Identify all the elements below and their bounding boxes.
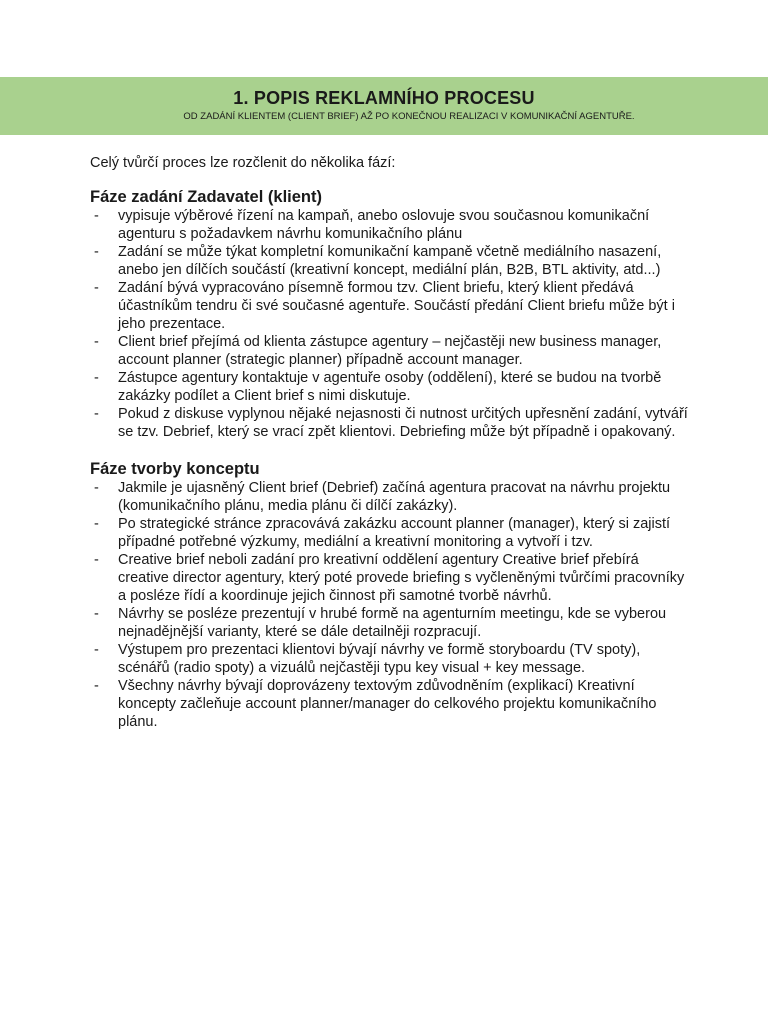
list-item-text: vypisuje výběrové řízení na kampaň, anebo oslovuje svou současnou komunikační agenturu s požadavkem návrhu komunikačního plánu <box>118 208 650 242</box>
dash-marker: - <box>94 642 99 658</box>
page-title: 1. POPIS REKLAMNÍHO PROCESU <box>233 88 535 108</box>
dash-marker: - <box>94 516 99 532</box>
dash-marker: - <box>94 678 99 694</box>
list-item-text: Jakmile je ujasněný Client brief (Debrief) začíná agentura pracovat na návrhu projektu (komunikačního plánu, media plánu či dílčí zakázky). <box>118 480 671 514</box>
dash-marker: - <box>94 552 99 568</box>
list-item <box>90 243 690 279</box>
list-item-text: Pokud z diskuse vyplynou nějaké nejasnosti či nutnost určitých upřesnění zadání, vytváří se tzv. Debrief, který se vrací zpět klientovi. Debriefing může být případně i opakovaný. <box>118 406 688 440</box>
header-band <box>0 77 768 135</box>
section-heading-zadani: Fáze zadání Zadavatel (klient) <box>90 188 322 206</box>
intro-paragraph: Celý tvůrčí proces lze rozčlenit do několika fází: <box>90 155 396 171</box>
list-item <box>90 333 690 369</box>
list-item <box>90 515 690 551</box>
list-item <box>90 369 690 405</box>
section-heading-koncept: Fáze tvorby konceptu <box>90 460 260 478</box>
dash-marker: - <box>94 208 99 224</box>
list-item <box>90 677 690 731</box>
section-list-koncept <box>90 479 690 731</box>
list-item <box>90 605 690 641</box>
list-item-text: Zástupce agentury kontaktuje v agentuře osoby (oddělení), které se budou na tvorbě zakázky podílet a Client brief s nimi diskutuje. <box>118 370 662 404</box>
list-item <box>90 551 690 605</box>
list-item-text: Client brief přejímá od klienta zástupce agentury – nejčastěji new business manager, account planner (strategic planner) případně account manager. <box>118 334 662 368</box>
list-item <box>90 279 690 333</box>
list-item-text: Creative brief neboli zadání pro kreativní oddělení agentury Creative brief přebírá creative director agentury, který poté provede briefing s vyčleněnými tvůrčími pracovníky a posléze řídí a koordinuje jejich činnost při samotné tvorbě návrhů. <box>118 552 685 604</box>
page-subtitle: OD ZADÁNÍ KLIENTEM (CLIENT BRIEF) AŽ PO KONEČNOU REALIZACI V KOMUNIKAČNÍ AGENTUŘE. <box>183 111 635 122</box>
list-item-text: Zadání se může týkat kompletní komunikační kampaně včetně mediálního nasazení, anebo jen dílčích součástí (kreativní koncept, mediální plán, B2B, BTL aktivity, atd...) <box>118 244 662 278</box>
dash-marker: - <box>94 334 99 350</box>
list-item-text: Výstupem pro prezentaci klientovi bývají návrhy ve formě storyboardu (TV spoty), scénářů (radio spoty) a vizuálů nejčastěji typu key visual + key message. <box>118 642 641 676</box>
list-item-text: Návrhy se posléze prezentují v hrubé formě na agenturním meetingu, kde se vyberou nejnadějnější varianty, které se dále detailněji rozpracují. <box>118 606 667 640</box>
dash-marker: - <box>94 606 99 622</box>
dash-marker: - <box>94 280 99 296</box>
list-item <box>90 207 690 243</box>
dash-marker: - <box>94 244 99 260</box>
list-item-text: Zadání bývá vypracováno písemně formou tzv. Client briefu, který klient předává účastníkům tendru či své současné agentuře. Součástí předání Client briefu může být i jeho prezentace. <box>118 280 675 332</box>
list-item <box>90 641 690 677</box>
section-list-zadani <box>90 207 690 441</box>
list-item <box>90 405 690 441</box>
dash-marker: - <box>94 370 99 386</box>
list-item-text: Všechny návrhy bývají doprovázeny textovým zdůvodněním (explikací) Kreativní koncepty začleňuje account planner/manager do celkového projektu komunikačního plánu. <box>118 678 657 730</box>
document-body <box>90 154 690 731</box>
dash-marker: - <box>94 480 99 496</box>
list-item <box>90 479 690 515</box>
dash-marker: - <box>94 406 99 422</box>
list-item-text: Po strategické stránce zpracovává zakázku account planner (manager), který si zajistí případné potřebné výzkumy, mediální a kreativní monitoring a vytvoří i tzv. <box>118 516 671 550</box>
